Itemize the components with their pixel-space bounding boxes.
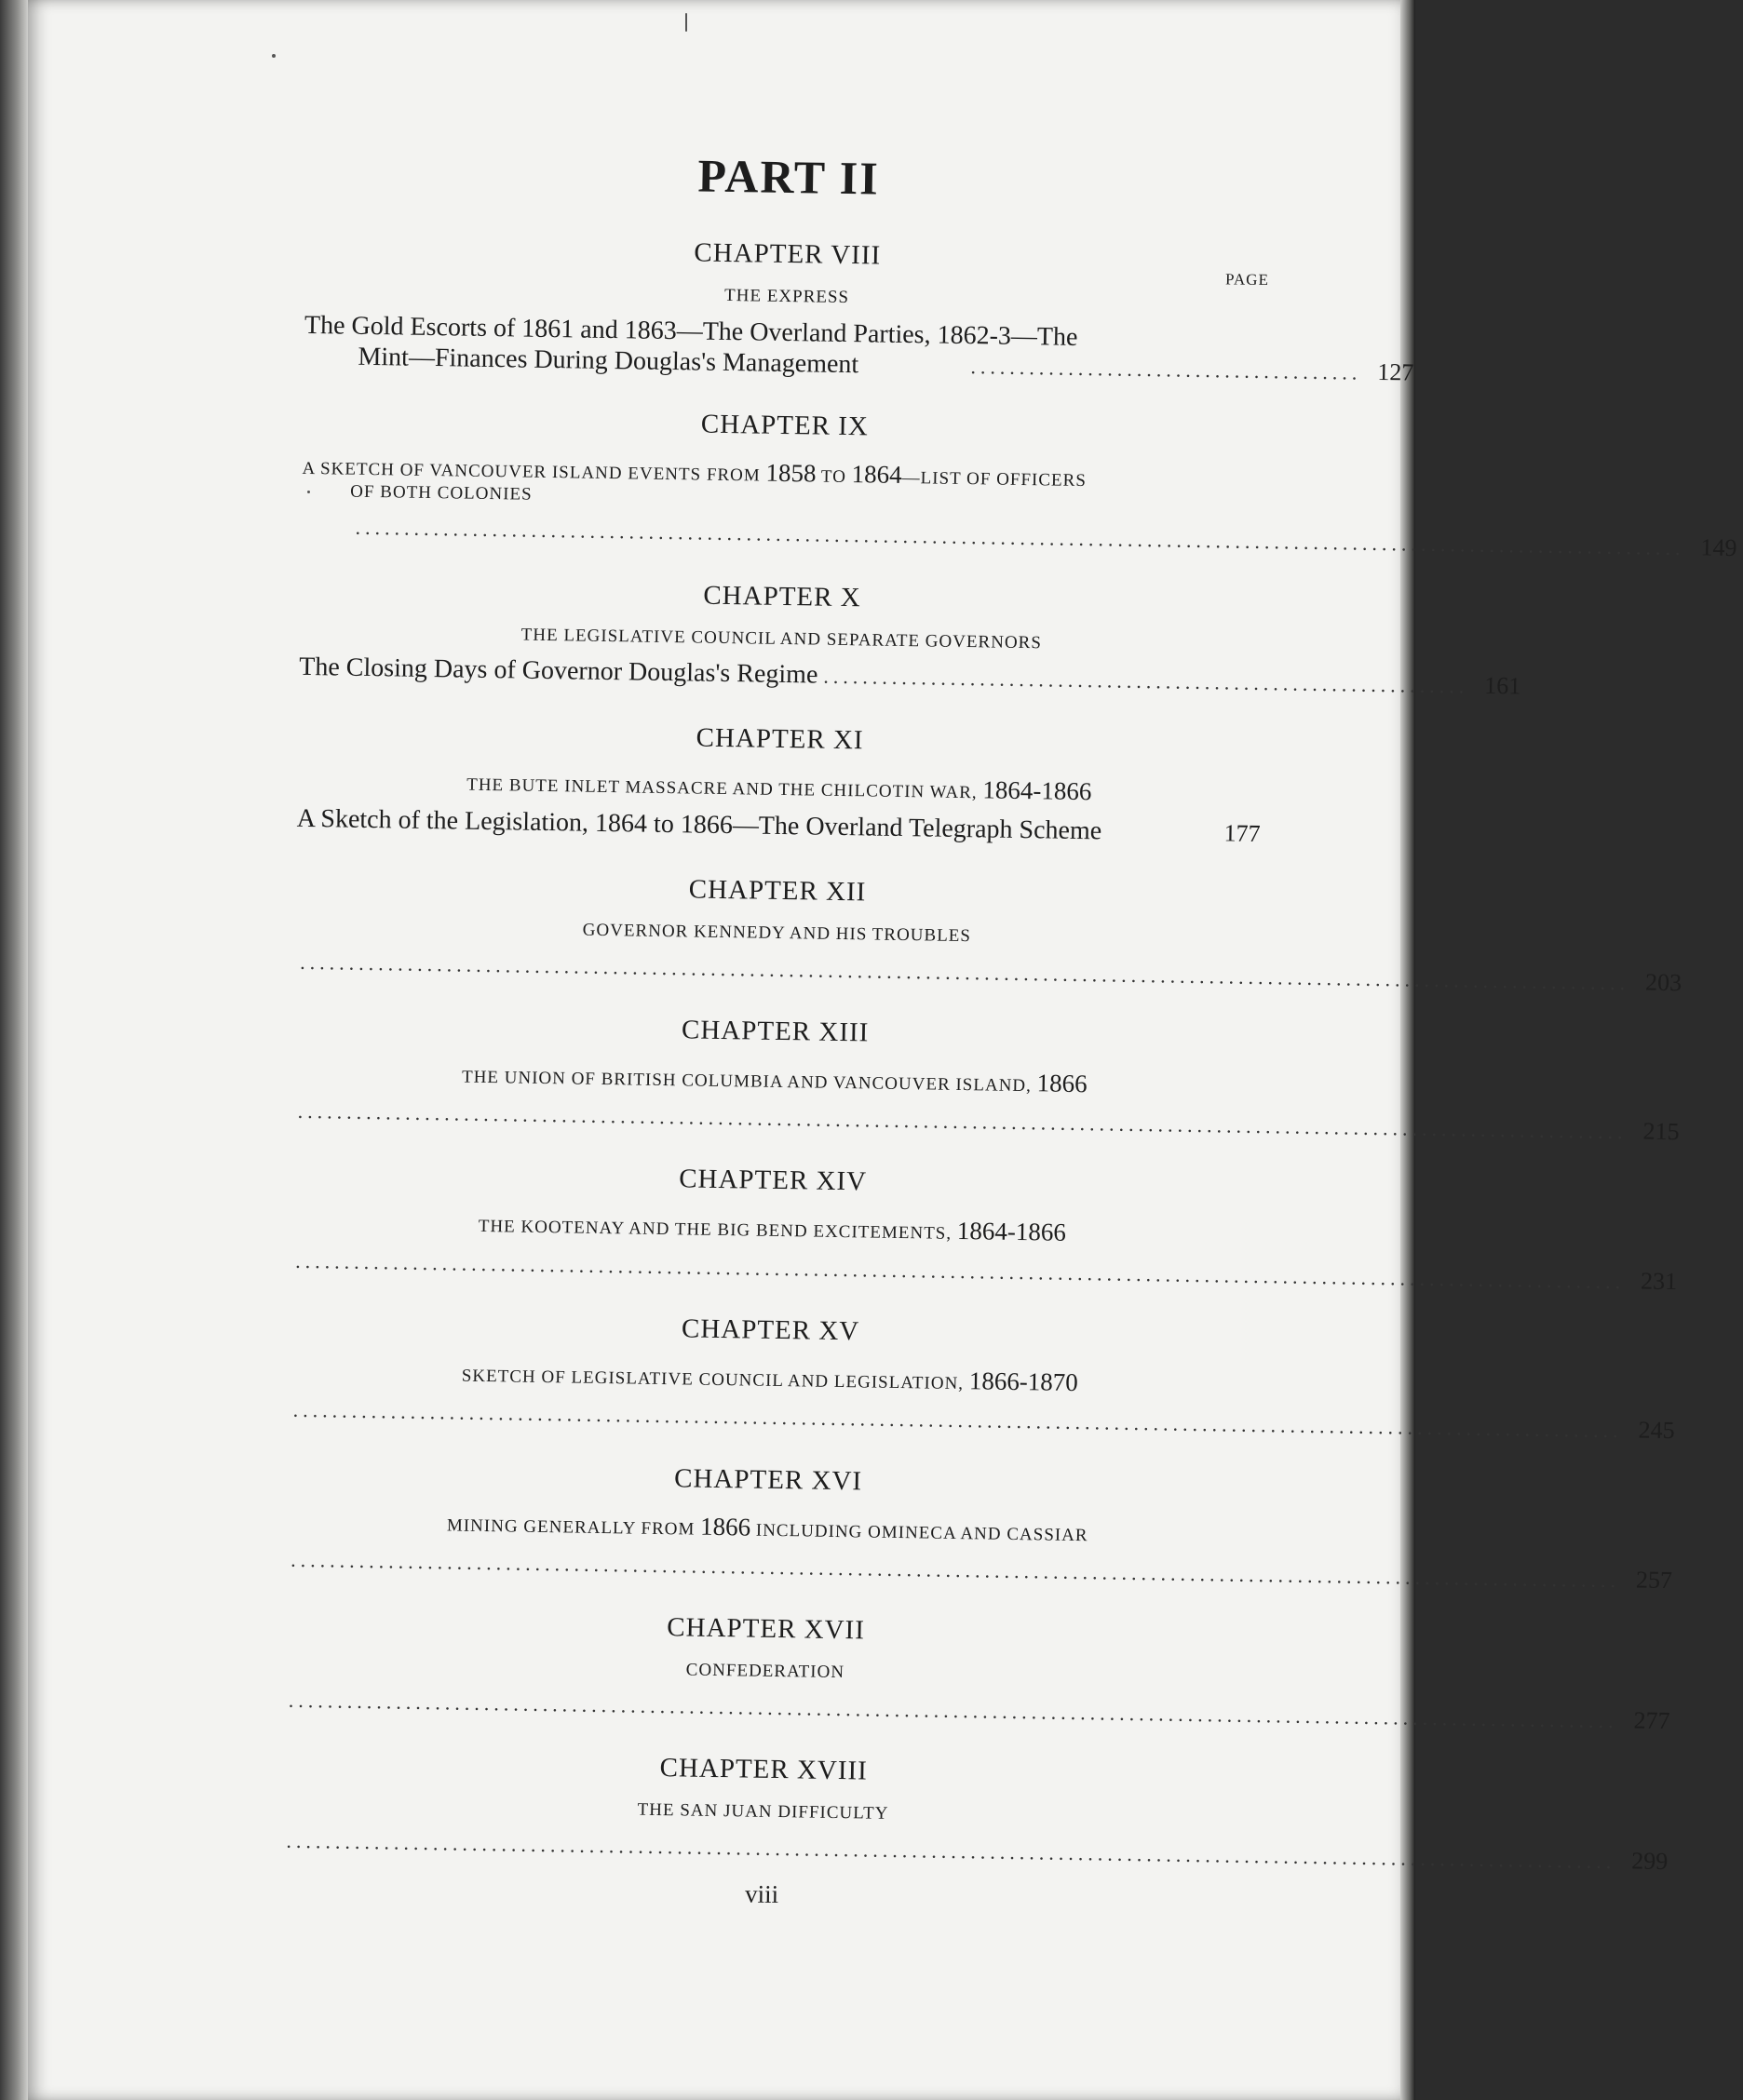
page-folio: viii	[744, 1879, 779, 1909]
chapter-heading: CHAPTER VIII	[694, 237, 882, 271]
book-page	[28, 0, 1737, 2100]
chapter-subject: GOVERNOR KENNEDY AND HIS TROUBLES	[582, 920, 972, 947]
chapter-subject: CONFEDERATION	[685, 1660, 845, 1683]
dot-leader: ..................................................................	[823, 664, 1469, 698]
chapter-heading: CHAPTER XVII	[667, 1612, 866, 1646]
leader-row	[280, 1825, 1669, 1876]
page-number: 149	[1700, 533, 1737, 562]
dot-leader: ........................................	[970, 355, 1362, 384]
chapter-heading: CHAPTER XVI	[673, 1462, 863, 1497]
dot-leader: ........................................................................................................................................	[355, 516, 1685, 560]
paper-mark	[685, 13, 687, 32]
leader-row	[301, 511, 1737, 562]
chapter-subject: THE LEGISLATIVE COUNCIL AND SEPARATE GOVERNORS	[520, 625, 1043, 653]
chapter-subject: THE UNION OF BRITISH COLUMBIA AND VANCOUVER ISLAND, 1866	[461, 1067, 1088, 1098]
chapter-entry	[301, 405, 1737, 562]
page-number: 231	[1640, 1267, 1678, 1296]
chapter-entry	[283, 1609, 1670, 1735]
table-of-contents	[279, 146, 1737, 1917]
dot-leader: ........................................................................................................................................	[297, 1099, 1628, 1144]
page-number: 245	[1638, 1416, 1675, 1445]
page-number: 177	[1223, 819, 1261, 848]
chapter-subject: THE BUTE INLET MASSACRE AND THE CHILCOTIN WAR, 1864-1866	[466, 774, 1092, 806]
chapter-heading: CHAPTER XV	[681, 1313, 860, 1347]
dot-leader: ........................................................................................................................................	[286, 1828, 1616, 1874]
dot-leader: ........................................................................................................................................	[292, 1398, 1623, 1443]
chapter-heading: CHAPTER XVIII	[659, 1753, 869, 1786]
dot-leader: ........................................................................................................................................	[295, 1248, 1626, 1294]
paper-speck	[272, 54, 276, 58]
chapter-entry	[285, 1459, 1673, 1595]
page-number: 203	[1644, 968, 1682, 996]
leader-row	[290, 1245, 1678, 1296]
page-number: 299	[1631, 1847, 1669, 1876]
leader-row	[288, 1394, 1675, 1445]
page-number: 215	[1642, 1117, 1680, 1146]
description-line: The Gold Escorts of 1861 and 1863—The Overland Parties, 1862-3—The	[304, 310, 1078, 352]
page-right-edge	[1400, 0, 1415, 2100]
chapter-entry	[294, 870, 1682, 996]
leader-row	[292, 1096, 1680, 1146]
chapter-heading: CHAPTER XIII	[681, 1015, 870, 1048]
leader-row	[283, 1685, 1670, 1735]
chapter-description: A Sketch of the Legislation, 1864 to 1866—The Overland Telegraph Scheme	[296, 804, 1102, 846]
chapter-subject: THE KOOTENAY AND THE BIG BEND EXCITEMENTS, 1864-1866	[478, 1217, 1067, 1247]
chapter-entry	[299, 575, 1521, 700]
chapter-entry	[292, 1011, 1680, 1146]
dot-leader: ........................................................................................................................................	[290, 1547, 1621, 1593]
page-number: 277	[1633, 1706, 1670, 1735]
book-gutter-edge	[0, 0, 28, 2100]
chapter-entry-row	[299, 652, 1521, 700]
chapter-subject: MINING GENERALLY FROM 1866 INCLUDING OMINECA AND CASSIAR	[446, 1512, 1088, 1545]
page-number: 257	[1635, 1566, 1673, 1595]
chapter-description: The Closing Days of Governor Douglas's Regime	[299, 653, 818, 690]
leader-row	[285, 1544, 1673, 1595]
chapter-subject: A SKETCH OF VANCOUVER ISLAND EVENTS FROM 1858 TO 1864—LIST OF OFFICERS OF BOTH COLONIES	[302, 458, 1088, 505]
description-line: Mint—Finances During Douglas's Management	[358, 343, 859, 380]
chapter-heading: CHAPTER XII	[688, 874, 867, 908]
chapter-entry	[280, 1749, 1669, 1876]
chapter-subject: THE EXPRESS	[723, 285, 850, 308]
dot-leader: ........................................................................................................................................	[300, 949, 1630, 995]
part-title: PART II	[697, 149, 881, 205]
chapter-subject: THE SAN JUAN DIFFICULTY	[637, 1799, 889, 1824]
leader-row	[294, 946, 1682, 996]
chapter-heading: CHAPTER XI	[696, 722, 864, 756]
chapter-entry	[288, 1310, 1675, 1445]
dot-leader: ........................................................................................................................................	[288, 1688, 1618, 1733]
chapter-heading: CHAPTER IX	[700, 409, 870, 442]
chapter-subject: SKETCH OF LEGISLATIVE COUNCIL AND LEGISLATION, 1866-1870	[461, 1366, 1079, 1397]
chapter-entry	[290, 1160, 1678, 1296]
chapter-heading: CHAPTER XIV	[678, 1164, 868, 1197]
chapter-description	[304, 310, 1077, 384]
chapter-entry	[304, 234, 1414, 386]
chapter-entry	[296, 719, 1262, 850]
page-column-label: PAGE	[1224, 270, 1270, 289]
chapter-entry-row	[296, 803, 1260, 850]
chapter-heading: CHAPTER X	[703, 580, 861, 612]
page-number: 127	[1377, 357, 1414, 386]
page-number: 161	[1484, 672, 1521, 700]
